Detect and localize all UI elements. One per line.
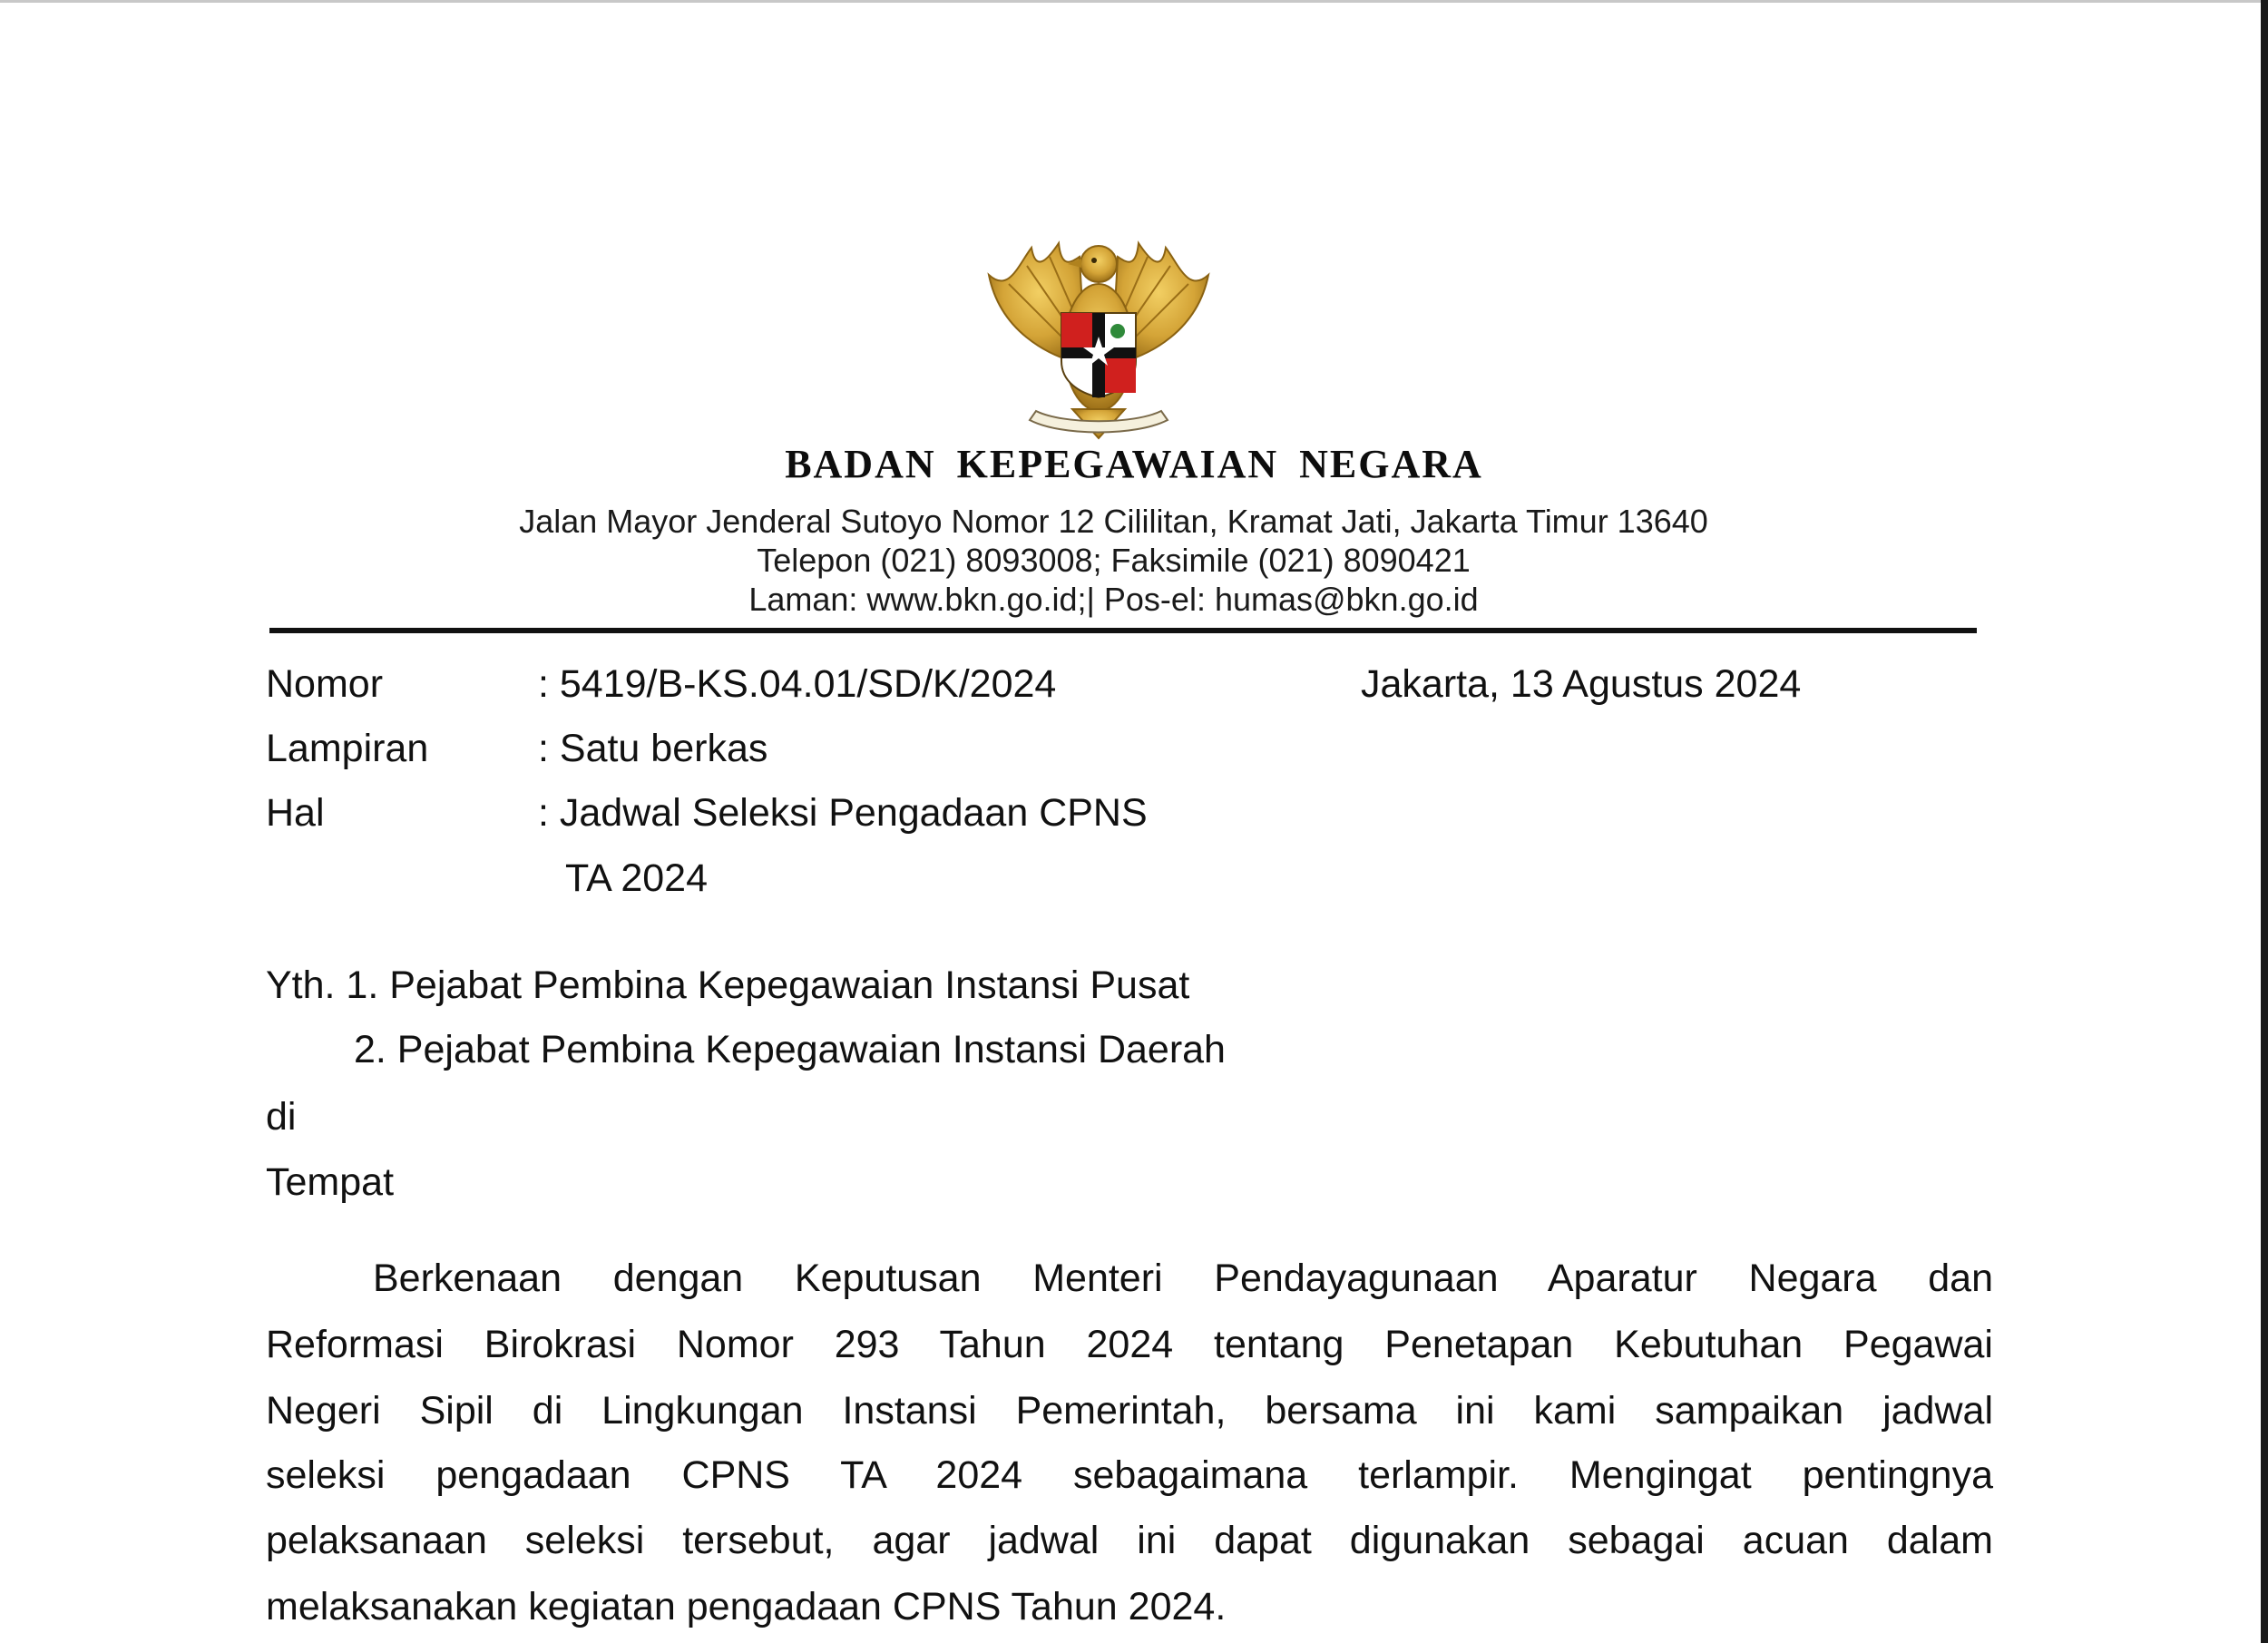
letterhead-rule — [269, 628, 1977, 633]
garuda-emblem-icon — [982, 230, 1216, 442]
body-line-3: Negeri Sipil di Lingkungan Instansi Pemerintah, bersama ini kami sampaikan jadwal — [266, 1389, 1993, 1433]
recipient-line-2: 2. Pejabat Pembina Kepegawaian Instansi Daerah — [354, 1028, 1226, 1071]
recipient-tempat: Tempat — [266, 1160, 395, 1204]
recipient-line-1: Yth. 1. Pejabat Pembina Kepegawaian Instansi Pusat — [266, 963, 1190, 1007]
recipient-di: di — [266, 1095, 297, 1139]
body-line-2: Reformasi Birokrasi Nomor 293 Tahun 2024 tentang Penetapan Kebutuhan Pegawai — [266, 1323, 1993, 1366]
nomor-label: Nomor — [266, 662, 384, 706]
hal-value-line1: : Jadwal Seleksi Pengadaan CPNS — [538, 791, 1148, 835]
lampiran-value: : Satu berkas — [538, 727, 768, 770]
agency-website: Laman: www.bkn.go.id;| Pos-el: humas@bkn.go.id — [748, 581, 1479, 618]
lampiran-label: Lampiran — [266, 727, 429, 770]
agency-address: Jalan Mayor Jenderal Sutoyo Nomor 12 Cililitan, Kramat Jati, Jakarta Timur 13640 — [519, 503, 1708, 540]
body-line-6: melaksanakan kegiatan pengadaan CPNS Tahun 2024. — [266, 1585, 1227, 1628]
body-line-1 — [266, 1259, 1993, 1298]
page-edge-shadow — [2261, 0, 2268, 1643]
body-line-5: pelaksanaan seleksi tersebut, agar jadwal ini dapat digunakan sebagai acuan dalam — [266, 1519, 1993, 1562]
hal-label: Hal — [266, 791, 325, 835]
nomor-value: : 5419/B-KS.04.01/SD/K/2024 — [538, 662, 1057, 706]
document-top-border — [0, 0, 2261, 3]
place-date: Jakarta, 13 Agustus 2024 — [1361, 662, 1802, 706]
body-line-1-text: Berkenaan dengan Keputusan Menteri Pendayagunaan Aparatur Negara dan — [373, 1257, 1993, 1300]
hal-value-line2: TA 2024 — [565, 856, 708, 900]
agency-phone: Telepon (021) 8093008; Faksimile (021) 8090421 — [757, 542, 1471, 579]
body-line-4: seleksi pengadaan CPNS TA 2024 sebagaimana terlampir. Mengingat pentingnya — [266, 1453, 1993, 1497]
agency-name: BADAN KEPEGAWAIAN NEGARA — [785, 442, 1483, 486]
